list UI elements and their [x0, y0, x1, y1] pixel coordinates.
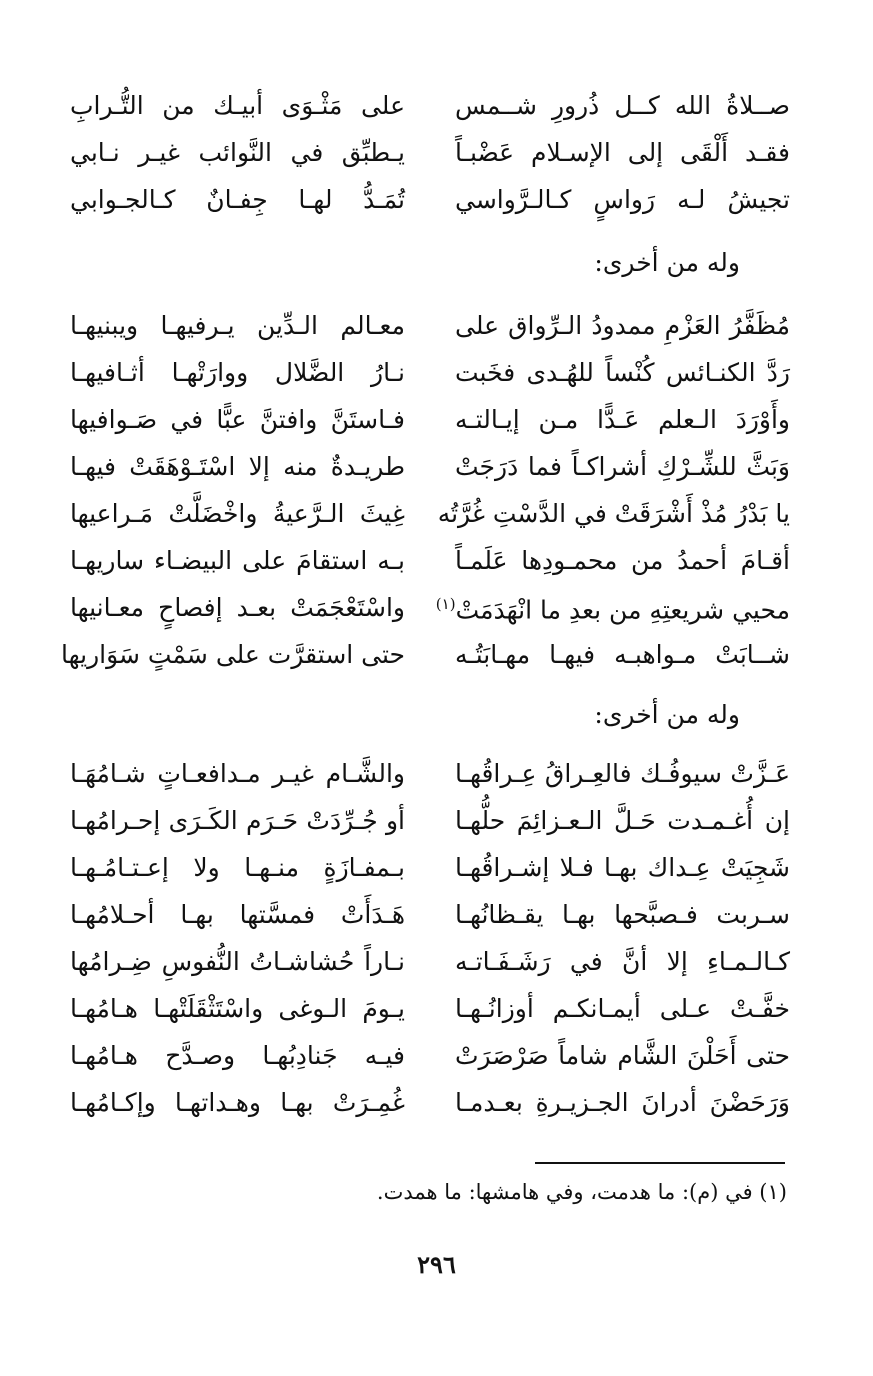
poem-section-1: [70, 82, 790, 223]
verse-line: [70, 797, 790, 844]
first-hemistich: صــلاةُ الله كــل ذُرورِ شــمس: [455, 91, 790, 120]
first-hemistich: رَدَّ الكنـائس كُنْساً للهُـدى فخَبت: [455, 358, 790, 387]
first-hemistich: كـالـمـاءِ إلا أنَّ في رَشَـفَـاتـه: [455, 947, 790, 976]
poem-section-3: [70, 750, 790, 1126]
footnote: (١) في (م): ما هدمت، وفي هامشها: ما همدت.: [376, 1180, 787, 1204]
verse-line: [70, 396, 790, 443]
first-hemistich: مُظَفَّرُ العَزْمِ ممدودُ الـرِّواق على: [455, 311, 790, 340]
poem-intro-2: وله من أخرى:: [594, 248, 740, 277]
verse-line: [70, 176, 790, 223]
verse-line: [70, 844, 790, 891]
poem-intro-3: وله من أخرى:: [594, 700, 740, 729]
page-number: ٢٩٦: [417, 1250, 456, 1279]
first-hemistich: شَجِيَتْ عِـداك بهـا فـلا إشـراقُهـا: [455, 853, 790, 882]
verse-line: [70, 891, 790, 938]
first-hemistich: [435, 581, 790, 633]
verse-line: [70, 302, 790, 349]
footnote-marker: (١): [435, 595, 456, 614]
second-hemistich: على مَثْـوَى أبيـك من التُّـرابِ: [70, 91, 405, 120]
second-hemistich: طريـدةٌ منه إلا اسْتَـوْهَقَتْ فيهـا: [70, 452, 405, 481]
first-hemistich: تجيشُ لـه رَواسٍ كـالـرَّواسي: [455, 185, 790, 214]
second-hemistich: فيـه جَنادِبُهـا وصـدَّح هـامُهـا: [70, 1041, 405, 1070]
second-hemistich: تُمَـدُّ لهـا جِفـانٌ كـالجـوابي: [70, 185, 405, 214]
verse-line: [70, 129, 790, 176]
second-hemistich: بـمفـازَةٍ منـهـا ولا إعـتـامُـهـا: [70, 853, 405, 882]
verse-line: [70, 584, 790, 631]
second-hemistich: غِيثَ الـرَّعيةُ واخْضَلَّتْ مَـراعيها: [70, 499, 405, 528]
first-hemistich: يا بَدْرُ مُذْ أَشْرَقَتْ في الدَّسْتِ غُرَّتُه: [437, 499, 790, 528]
first-hemistich: أقـامَ أحمدُ من محمـودِها عَلَمـاً: [455, 546, 790, 575]
first-hemistich: وَرَحَضْنَ أدرانَ الجـزيـرةِ بعـدمـا: [455, 1088, 790, 1117]
first-hemistich: شــابَتْ مـواهبـه فيهـا مهـابَتُـه: [455, 640, 790, 669]
first-hemistich: إن أُغـمـدت حَـلَّ الـعـزائِمَ حلُّهـا: [455, 806, 790, 835]
verse-line: [70, 537, 790, 584]
second-hemistich: واسْتَعْجَمَتْ بعـد إفصاحٍ معـانيها: [70, 593, 405, 622]
verse-line: [70, 938, 790, 985]
first-hemistich: فقـد أَلْقَى إلى الإسـلام عَضْبـاً: [455, 138, 790, 167]
second-hemistich: حتى استقرَّت على سَمْتٍ سَوَاريها: [61, 640, 405, 669]
second-hemistich: هَـدَأَتْ فمسَّتها بهـا أحـلامُهـا: [70, 900, 405, 929]
verse-line: [70, 349, 790, 396]
second-hemistich: نـاراً حُشاشـاتُ النُّفوسِ ضِـرامُها: [70, 947, 405, 976]
second-hemistich: بـه استقامَ على البيضـاء ساريهـا: [70, 546, 405, 575]
verse-line: [70, 985, 790, 1032]
second-hemistich: غُمِـرَتْ بهـا وهـداتهـا وإكـامُهـا: [70, 1088, 405, 1117]
verse-line: [70, 750, 790, 797]
second-hemistich: أو جُـرِّدَتْ حَـرَم الكَـرَى إحـرامُهـا: [70, 806, 405, 835]
hemistich-text: محيي شريعتِهِ من بعدِ ما انْهَدَمَتْ: [455, 595, 790, 625]
verse-line: [70, 82, 790, 129]
poem-section-2: [61, 302, 790, 678]
footnote-divider: [535, 1162, 785, 1164]
second-hemistich: نـارُ الضَّلال ووارَتْهـا أثـافيهـا: [70, 358, 405, 387]
verse-line: [70, 443, 790, 490]
verse-line: [70, 490, 790, 537]
first-hemistich: سـربت فـصبَّحها بهـا يقـظانُهـا: [455, 900, 790, 929]
first-hemistich: وأَوْرَدَ الـعلم عَـدًّا مـن إيـالتـه: [455, 405, 790, 434]
first-hemistich: عَـزَّتْ سيوفُـك فالعِـراقُ عِـراقُهـا: [455, 759, 790, 788]
first-hemistich: وَبَثَّ للشِّـرْكِ أشراكـاً فما دَرَجَتْ: [455, 452, 790, 481]
second-hemistich: فـاستَنَّ وافتنَّ عبًّا في صَـوافيها: [70, 405, 405, 434]
second-hemistich: يـومَ الـوغى واسْتَثْقَلَتْهـا هـامُهـا: [70, 994, 405, 1023]
verse-line: [61, 631, 790, 678]
second-hemistich: معـالم الـدِّين يـرفيهـا ويبنيهـا: [70, 311, 405, 340]
first-hemistich: خفَّـتْ عـلى أيمـانكـم أوزانُـهـا: [455, 994, 790, 1023]
second-hemistich: والشَّـام غيـر مـدافعـاتٍ شـامُهَـا: [70, 759, 405, 788]
first-hemistich: حتى أَحَلْنَ الشَّام شاماً صَرْصَرَتْ: [455, 1041, 790, 1070]
verse-line: [70, 1032, 790, 1079]
verse-line: [70, 1079, 790, 1126]
second-hemistich: يـطبِّق في النَّوائب غيـر نـابي: [70, 138, 405, 167]
